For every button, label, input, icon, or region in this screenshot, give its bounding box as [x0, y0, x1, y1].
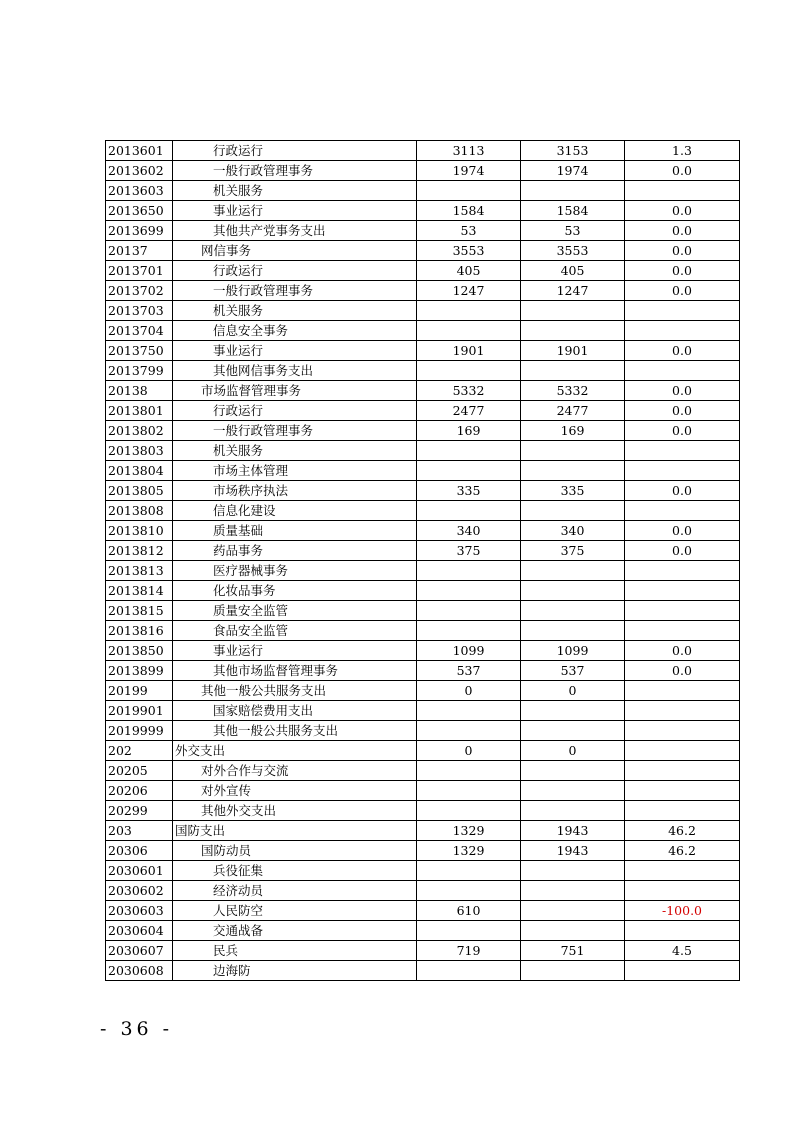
- table-row: [106, 641, 740, 661]
- table-row: [106, 701, 740, 721]
- row-code: 20205: [106, 761, 173, 781]
- row-percent: 46.2: [625, 821, 740, 841]
- row-name: 一般行政管理事务: [173, 161, 417, 181]
- row-name: 兵役征集: [173, 861, 417, 881]
- table-row: [106, 621, 740, 641]
- row-name: 经济动员: [173, 881, 417, 901]
- row-value-a: [417, 701, 521, 721]
- table-row: [106, 421, 740, 441]
- row-value-a: [417, 361, 521, 381]
- row-value-b: [521, 181, 625, 201]
- table-row: [106, 581, 740, 601]
- row-value-b: [521, 561, 625, 581]
- row-value-a: 3113: [417, 141, 521, 161]
- row-code: 2030603: [106, 901, 173, 921]
- table-row: [106, 221, 740, 241]
- row-code: 2013601: [106, 141, 173, 161]
- row-code: 2013805: [106, 481, 173, 501]
- table-row: [106, 941, 740, 961]
- row-percent: [625, 721, 740, 741]
- row-value-a: [417, 861, 521, 881]
- row-percent: [625, 361, 740, 381]
- row-percent: [625, 461, 740, 481]
- row-value-a: 53: [417, 221, 521, 241]
- row-name: 食品安全监管: [173, 621, 417, 641]
- table-row: [106, 181, 740, 201]
- table-row: [106, 341, 740, 361]
- row-value-a: [417, 621, 521, 641]
- row-percent: 0.0: [625, 641, 740, 661]
- row-code: 20199: [106, 681, 173, 701]
- row-percent: [625, 881, 740, 901]
- row-name: 信息化建设: [173, 501, 417, 521]
- budget-table: [105, 140, 740, 981]
- row-code: 2013816: [106, 621, 173, 641]
- row-name: 民兵: [173, 941, 417, 961]
- row-percent: 46.2: [625, 841, 740, 861]
- row-value-a: [417, 501, 521, 521]
- row-name: 国防动员: [173, 841, 417, 861]
- table-row: [106, 441, 740, 461]
- row-percent: [625, 921, 740, 941]
- table-row: [106, 801, 740, 821]
- budget-table-body: [106, 141, 740, 981]
- table-row: [106, 681, 740, 701]
- row-value-a: 405: [417, 261, 521, 281]
- row-value-a: 1584: [417, 201, 521, 221]
- row-value-a: [417, 801, 521, 821]
- row-value-a: 2477: [417, 401, 521, 421]
- row-name: 药品事务: [173, 541, 417, 561]
- row-code: 2013603: [106, 181, 173, 201]
- row-percent: [625, 761, 740, 781]
- row-percent: 0.0: [625, 341, 740, 361]
- row-code: 2013750: [106, 341, 173, 361]
- row-value-b: 751: [521, 941, 625, 961]
- row-name: 一般行政管理事务: [173, 281, 417, 301]
- row-value-a: 5332: [417, 381, 521, 401]
- row-value-b: 405: [521, 261, 625, 281]
- row-percent: 0.0: [625, 241, 740, 261]
- row-value-b: [521, 441, 625, 461]
- row-percent: 4.5: [625, 941, 740, 961]
- row-code: 2019901: [106, 701, 173, 721]
- row-code: 2013650: [106, 201, 173, 221]
- row-code: 202: [106, 741, 173, 761]
- table-row: [106, 521, 740, 541]
- row-percent: 0.0: [625, 281, 740, 301]
- row-value-a: 0: [417, 681, 521, 701]
- table-row: [106, 841, 740, 861]
- row-value-a: 1099: [417, 641, 521, 661]
- row-code: 2013814: [106, 581, 173, 601]
- row-name: 外交支出: [173, 741, 417, 761]
- row-code: 2013699: [106, 221, 173, 241]
- table-row: [106, 501, 740, 521]
- row-value-b: [521, 701, 625, 721]
- row-value-b: [521, 461, 625, 481]
- row-value-a: 1974: [417, 161, 521, 181]
- row-percent: [625, 441, 740, 461]
- row-percent: 0.0: [625, 201, 740, 221]
- row-value-b: 3153: [521, 141, 625, 161]
- row-value-a: [417, 921, 521, 941]
- row-code: 2013703: [106, 301, 173, 321]
- row-percent: 0.0: [625, 481, 740, 501]
- row-percent: [625, 581, 740, 601]
- row-percent: 0.0: [625, 161, 740, 181]
- row-value-b: [521, 761, 625, 781]
- row-percent: 0.0: [625, 381, 740, 401]
- row-percent: 0.0: [625, 421, 740, 441]
- row-value-b: 1099: [521, 641, 625, 661]
- table-row: [106, 761, 740, 781]
- row-code: 2013803: [106, 441, 173, 461]
- row-code: 2013815: [106, 601, 173, 621]
- row-name: 其他市场监督管理事务: [173, 661, 417, 681]
- row-name: 其他一般公共服务支出: [173, 721, 417, 741]
- row-name: 行政运行: [173, 401, 417, 421]
- row-value-a: [417, 181, 521, 201]
- row-name: 人民防空: [173, 901, 417, 921]
- row-code: 2013702: [106, 281, 173, 301]
- table-row: [106, 161, 740, 181]
- row-value-a: [417, 581, 521, 601]
- table-row: [106, 961, 740, 981]
- row-value-a: 375: [417, 541, 521, 561]
- row-percent: [625, 501, 740, 521]
- row-value-b: [521, 581, 625, 601]
- table-row: [106, 261, 740, 281]
- table-row: [106, 321, 740, 341]
- row-value-b: 340: [521, 521, 625, 541]
- row-value-b: 1584: [521, 201, 625, 221]
- row-value-b: 53: [521, 221, 625, 241]
- table-row: [106, 541, 740, 561]
- row-value-a: 335: [417, 481, 521, 501]
- table-row: [106, 281, 740, 301]
- row-code: 2013850: [106, 641, 173, 661]
- row-value-b: [521, 501, 625, 521]
- row-name: 对外合作与交流: [173, 761, 417, 781]
- row-code: 2013799: [106, 361, 173, 381]
- row-percent: 0.0: [625, 661, 740, 681]
- row-value-a: [417, 561, 521, 581]
- row-name: 事业运行: [173, 201, 417, 221]
- row-code: 20306: [106, 841, 173, 861]
- row-name: 对外宣传: [173, 781, 417, 801]
- row-value-b: [521, 921, 625, 941]
- row-percent: 0.0: [625, 521, 740, 541]
- row-code: 2013701: [106, 261, 173, 281]
- table-row: [106, 821, 740, 841]
- row-value-a: 340: [417, 521, 521, 541]
- row-name: 其他网信事务支出: [173, 361, 417, 381]
- table-row: [106, 881, 740, 901]
- row-name: 行政运行: [173, 261, 417, 281]
- row-name: 事业运行: [173, 641, 417, 661]
- row-value-b: 0: [521, 681, 625, 701]
- row-name: 市场主体管理: [173, 461, 417, 481]
- row-value-b: [521, 721, 625, 741]
- row-name: 化妆品事务: [173, 581, 417, 601]
- row-percent: [625, 961, 740, 981]
- row-name: 边海防: [173, 961, 417, 981]
- row-name: 市场监督管理事务: [173, 381, 417, 401]
- row-value-a: 1901: [417, 341, 521, 361]
- table-row: [106, 721, 740, 741]
- table-row: [106, 241, 740, 261]
- row-name: 市场秩序执法: [173, 481, 417, 501]
- row-code: 20138: [106, 381, 173, 401]
- row-value-a: 537: [417, 661, 521, 681]
- row-percent: 0.0: [625, 401, 740, 421]
- row-code: 20206: [106, 781, 173, 801]
- row-percent: [625, 601, 740, 621]
- row-percent: [625, 701, 740, 721]
- row-name: 医疗器械事务: [173, 561, 417, 581]
- row-name: 信息安全事务: [173, 321, 417, 341]
- table-row: [106, 901, 740, 921]
- table-row: [106, 381, 740, 401]
- row-value-b: [521, 961, 625, 981]
- row-percent: [625, 321, 740, 341]
- row-code: 2030602: [106, 881, 173, 901]
- table-row: [106, 401, 740, 421]
- row-value-b: 1901: [521, 341, 625, 361]
- row-value-a: [417, 961, 521, 981]
- row-percent: [625, 861, 740, 881]
- row-value-a: [417, 301, 521, 321]
- row-code: 2013804: [106, 461, 173, 481]
- row-code: 2013808: [106, 501, 173, 521]
- row-value-a: 1329: [417, 821, 521, 841]
- row-value-b: [521, 321, 625, 341]
- row-name: 机关服务: [173, 181, 417, 201]
- row-value-b: 5332: [521, 381, 625, 401]
- row-value-b: 0: [521, 741, 625, 761]
- row-name: 质量安全监管: [173, 601, 417, 621]
- row-percent: [625, 561, 740, 581]
- row-value-a: 1329: [417, 841, 521, 861]
- row-percent: [625, 301, 740, 321]
- row-value-a: 610: [417, 901, 521, 921]
- row-value-a: 719: [417, 941, 521, 961]
- row-code: 2013802: [106, 421, 173, 441]
- row-code: 2013812: [106, 541, 173, 561]
- row-percent: 0.0: [625, 221, 740, 241]
- row-code: 2013704: [106, 321, 173, 341]
- table-row: [106, 201, 740, 221]
- table-row: [106, 361, 740, 381]
- row-code: 2019999: [106, 721, 173, 741]
- row-value-b: [521, 861, 625, 881]
- row-name: 一般行政管理事务: [173, 421, 417, 441]
- row-percent: 1.3: [625, 141, 740, 161]
- row-code: 20137: [106, 241, 173, 261]
- row-percent: -100.0: [625, 901, 740, 921]
- row-value-b: 335: [521, 481, 625, 501]
- row-percent: [625, 621, 740, 641]
- row-value-a: 3553: [417, 241, 521, 261]
- row-code: 20299: [106, 801, 173, 821]
- table-row: [106, 781, 740, 801]
- row-value-b: [521, 881, 625, 901]
- table-row: [106, 461, 740, 481]
- row-percent: [625, 741, 740, 761]
- row-value-a: [417, 721, 521, 741]
- row-value-b: 537: [521, 661, 625, 681]
- row-percent: [625, 181, 740, 201]
- table-row: [106, 141, 740, 161]
- table-row: [106, 661, 740, 681]
- row-value-a: [417, 461, 521, 481]
- row-value-a: 0: [417, 741, 521, 761]
- row-code: 2013801: [106, 401, 173, 421]
- row-code: 2013810: [106, 521, 173, 541]
- table-row: [106, 601, 740, 621]
- row-percent: [625, 781, 740, 801]
- row-code: 2030607: [106, 941, 173, 961]
- row-value-b: 169: [521, 421, 625, 441]
- row-code: 2030601: [106, 861, 173, 881]
- row-value-b: [521, 901, 625, 921]
- row-percent: 0.0: [625, 261, 740, 281]
- row-value-b: [521, 781, 625, 801]
- row-percent: 0.0: [625, 541, 740, 561]
- row-value-b: 1943: [521, 841, 625, 861]
- row-value-b: 2477: [521, 401, 625, 421]
- row-name: 事业运行: [173, 341, 417, 361]
- row-code: 203: [106, 821, 173, 841]
- table-row: [106, 921, 740, 941]
- row-name: 机关服务: [173, 301, 417, 321]
- row-value-a: [417, 881, 521, 901]
- row-name: 质量基础: [173, 521, 417, 541]
- row-name: 机关服务: [173, 441, 417, 461]
- row-value-a: 1247: [417, 281, 521, 301]
- table-row: [106, 481, 740, 501]
- row-value-a: [417, 321, 521, 341]
- row-code: 2013602: [106, 161, 173, 181]
- table-row: [106, 301, 740, 321]
- row-name: 其他外交支出: [173, 801, 417, 821]
- row-value-a: [417, 441, 521, 461]
- row-value-b: [521, 601, 625, 621]
- row-value-b: [521, 301, 625, 321]
- row-name: 网信事务: [173, 241, 417, 261]
- row-value-b: 3553: [521, 241, 625, 261]
- row-value-a: [417, 601, 521, 621]
- row-code: 2013899: [106, 661, 173, 681]
- row-name: 国防支出: [173, 821, 417, 841]
- row-code: 2013813: [106, 561, 173, 581]
- row-code: 2030608: [106, 961, 173, 981]
- row-value-b: [521, 361, 625, 381]
- row-value-b: [521, 621, 625, 641]
- row-value-b: 1974: [521, 161, 625, 181]
- table-row: [106, 741, 740, 761]
- row-value-a: 169: [417, 421, 521, 441]
- page-number: - 36 -: [100, 1018, 174, 1040]
- row-value-a: [417, 781, 521, 801]
- row-value-b: 1943: [521, 821, 625, 841]
- row-name: 国家赔偿费用支出: [173, 701, 417, 721]
- row-name: 行政运行: [173, 141, 417, 161]
- row-value-b: [521, 801, 625, 821]
- row-name: 其他共产党事务支出: [173, 221, 417, 241]
- table-row: [106, 861, 740, 881]
- row-value-a: [417, 761, 521, 781]
- table-row: [106, 561, 740, 581]
- row-value-b: 1247: [521, 281, 625, 301]
- row-name: 其他一般公共服务支出: [173, 681, 417, 701]
- row-name: 交通战备: [173, 921, 417, 941]
- row-value-b: 375: [521, 541, 625, 561]
- row-percent: [625, 681, 740, 701]
- row-code: 2030604: [106, 921, 173, 941]
- row-percent: [625, 801, 740, 821]
